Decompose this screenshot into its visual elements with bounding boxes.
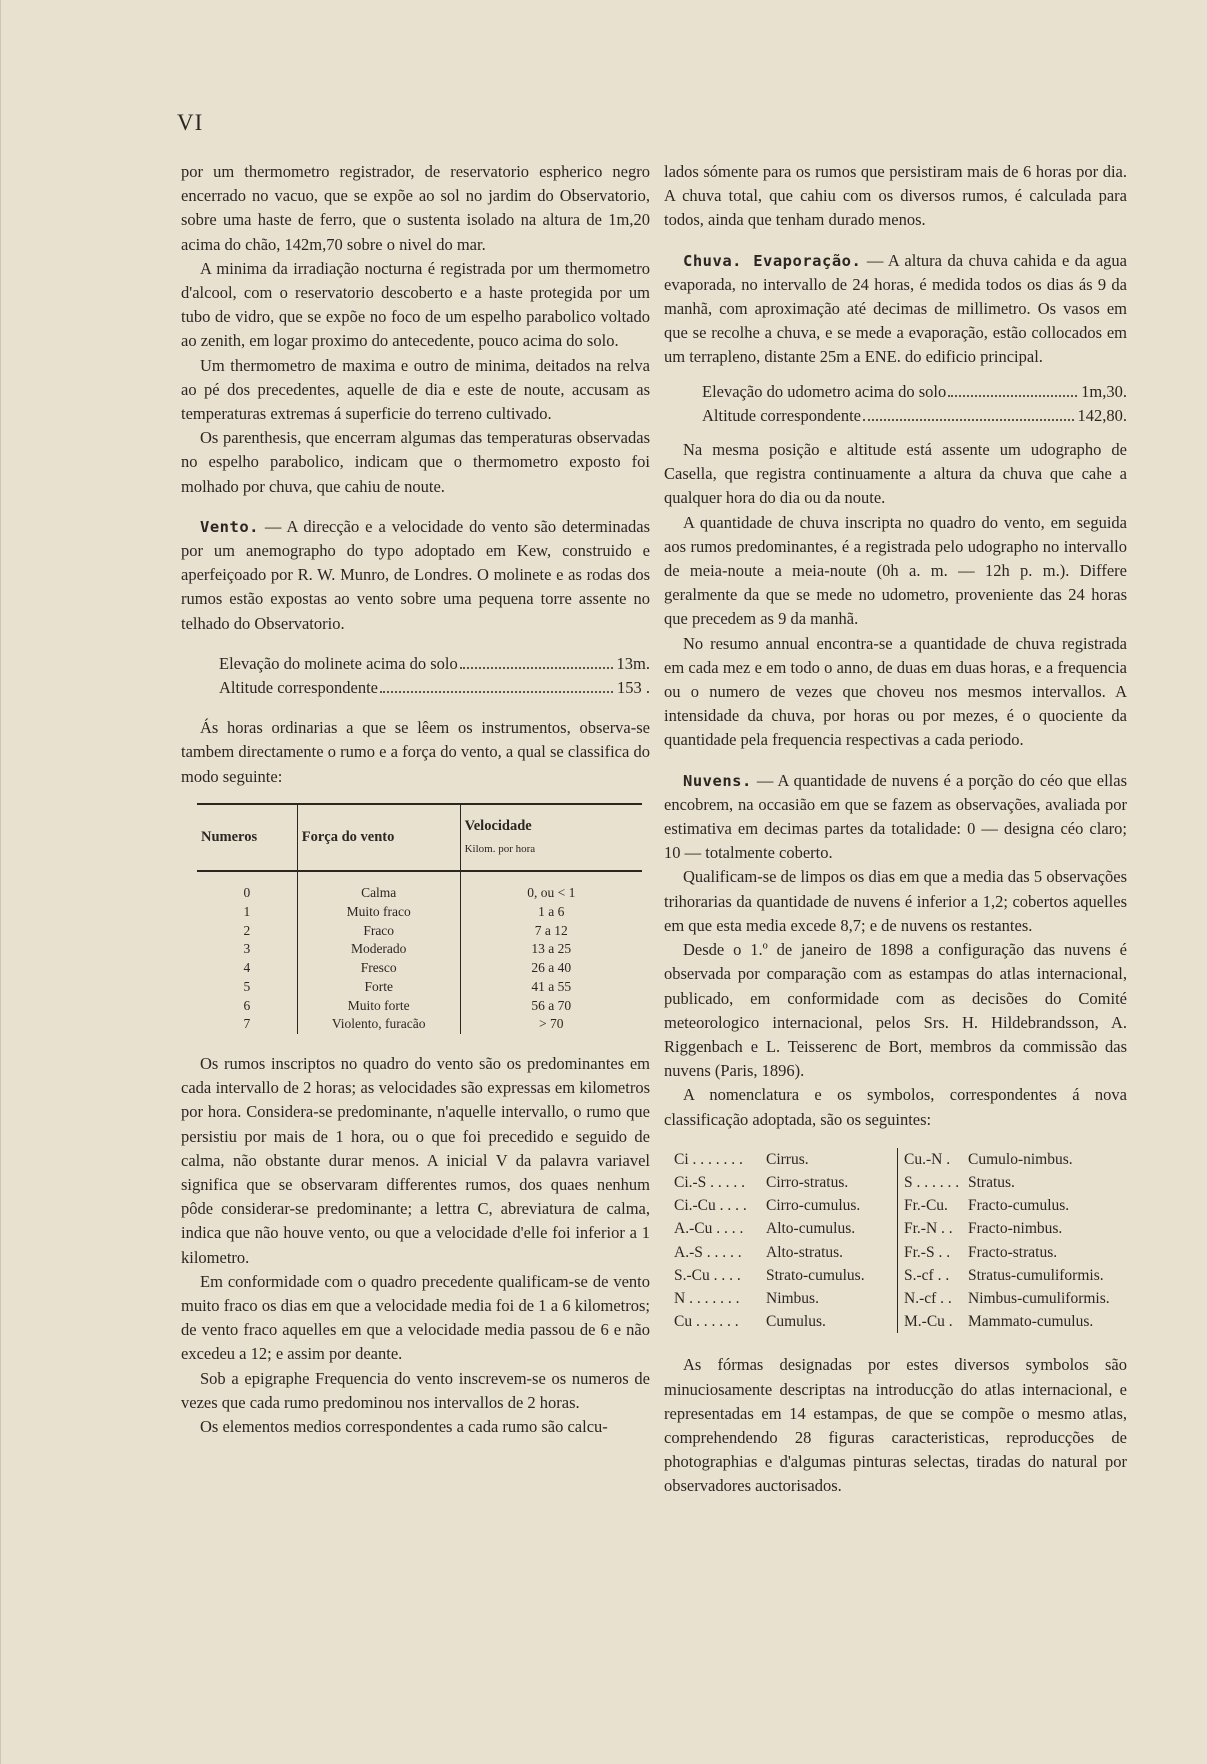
list-item: [674, 1310, 897, 1333]
cloud-symbol: N . . . . . . .: [674, 1289, 740, 1307]
cloud-name: Stratus-cumuliformis.: [968, 1266, 1104, 1284]
measurement-label: Altitude correspondente: [702, 405, 861, 425]
measurement-line: [702, 404, 1127, 428]
cloud-symbols-left: [674, 1148, 897, 1334]
list-item: [674, 1217, 897, 1240]
section-vento: [181, 515, 650, 636]
cloud-symbol: Ci . . . . . . .: [674, 1150, 743, 1168]
cell-forca: Fresco: [297, 959, 460, 978]
cloud-symbols-table: [674, 1148, 1127, 1334]
paragraph: Os rumos inscriptos no quadro do vento são os predominantes em cada intervallo de 2 horas; as velocidades são expressas em kilometros por hora. Considera-se predominante, n'aquelle intervallo, o rumo que persistiu por mais de 1 hora, ou o que foi precedido e seguido de calma, não obstante durar menos. A inicial V da palavra variavel significa que se observaram differentes rumos, dos quaes nenhum pôde considerar-se predominante; a lettra C, abreviatura de calma, indica que não houve vento, ou que a velocidade d'elle foi inferior a 1 kilometro.: [181, 1053, 650, 1267]
table-header-row: [197, 804, 642, 871]
measurement-label: Elevação do molinete acima do solo: [219, 653, 458, 673]
list-item: [904, 1194, 1127, 1217]
cloud-symbol: A.-S . . . . .: [674, 1243, 742, 1261]
list-item: [904, 1287, 1127, 1310]
cell-forca: Violento, furacão: [297, 1015, 460, 1034]
list-item: [904, 1264, 1127, 1287]
cloud-symbol: Cu.-N .: [904, 1150, 951, 1168]
paragraph: A quantidade de chuva inscripta no quadro do vento, em seguida aos rumos predominantes, é a registrada pelo udographo no intervallo de meia-noute a meia-noute (0h a. m. — 12h p. m.). Differe geralmente da que se mede no udometro, proveniente das 24 horas que precedem as 9 da manhã.: [664, 512, 1127, 629]
measurement-line: [219, 676, 650, 700]
cell-forca: Muito fraco: [297, 903, 460, 922]
cell-numero: 5: [243, 978, 251, 994]
cell-forca: Moderado: [297, 940, 460, 959]
cell-numero: 3: [243, 941, 251, 957]
measurement-value: 1m,30.: [1081, 381, 1127, 401]
page-number: VI: [177, 110, 204, 135]
cell-velocidade: 26 a 40: [531, 960, 572, 976]
cloud-name: Stratus.: [968, 1173, 1015, 1191]
cloud-symbol: S . . . . . .: [904, 1173, 960, 1191]
cell-forca: Forte: [297, 978, 460, 997]
header-velocidade-unit: Kilom. por hora: [464, 842, 536, 855]
measurement-line: [702, 380, 1127, 404]
paragraph: por um thermometro registrador, de reservatorio espherico negro encerrado no vacuo, que se expõe ao sol no jardim do Observatorio, sobre uma haste de ferro, que o sustenta isolado na altura de 1m,20 acima do chão, 142m,70 sobre o nivel do mar.: [181, 162, 650, 254]
cloud-symbol: Fr.-S . .: [904, 1243, 951, 1261]
paragraph: Um thermometro de maxima e outro de minima, deitados na relva ao pé dos precedentes, aquelle de dia e este de noute, accusam as temperaturas extremas á superficie do terreno cultivado.: [181, 355, 650, 424]
cloud-name: Cirro-cumulus.: [766, 1197, 861, 1215]
list-item: [674, 1241, 897, 1264]
cell-numero: 7: [243, 1016, 251, 1032]
column-header-velocidade: [460, 804, 642, 871]
cell-velocidade: > 70: [539, 1016, 564, 1032]
section-text: — A quantidade de nuvens é a porção do céo que ellas encobrem, na occasião em que se fazem as observações, avaliada por estimativa em decimas partes da totalidade: 0 — designa céo claro; 10 — totalmente coberto.: [664, 770, 1127, 863]
right-column: [664, 160, 1127, 1499]
paragraph: Os elementos medios correspondentes a cada rumo são calcu-: [200, 1416, 608, 1436]
cloud-symbol: S.-Cu . . . .: [674, 1266, 741, 1284]
paragraph: lados sómente para os rumos que persistiram mais de 6 horas por dia. A chuva total, que cahiu com os diversos rumos, é calculada para todos, ainda que tenham durado menos.: [664, 162, 1127, 230]
section-heading: Vento.: [200, 517, 259, 536]
cloud-symbol: S.-cf . .: [904, 1266, 950, 1284]
cloud-name: Cumulus.: [766, 1313, 826, 1331]
leader-dots: [380, 691, 613, 693]
left-column: [181, 160, 650, 1439]
paragraph: Ás horas ordinarias a que se lêem os instrumentos, observa-se tambem directamente o rumo e a força do vento, a qual se classifica do modo seguinte:: [181, 718, 650, 786]
paragraph: No resumo annual encontra-se a quantidade de chuva registrada em cada mez e em todo o anno, de duas em duas horas, e a frequencia ou o numero de vezes que choveu nos mesmos intervallos. A intensidade da chuva, por horas ou por mezes, é o quociente da quantidade pela frequencia respectivas a cada periodo.: [664, 633, 1127, 750]
leader-dots: [460, 667, 613, 669]
measurement-line: [219, 652, 650, 676]
paragraph: Os parenthesis, que encerram algumas das temperaturas observadas no espelho parabolico, indicam que o thermometro exposto foi molhado por chuva, que cahiu de noute.: [181, 428, 650, 496]
section-heading: Nuvens.: [683, 771, 752, 790]
section-chuva: [664, 249, 1127, 370]
cell-forca: Fraco: [297, 922, 460, 941]
list-item: [674, 1194, 897, 1217]
cell-velocidade: 0, ou < 1: [527, 885, 576, 901]
cell-forca: Muito forte: [297, 997, 460, 1016]
cloud-symbol: M.-Cu .: [904, 1313, 953, 1331]
section-heading: Chuva. Evaporação.: [683, 251, 862, 270]
list-item: [674, 1264, 897, 1287]
measurement-label: Altitude correspondente: [219, 678, 378, 698]
cell-numero: 2: [243, 922, 251, 938]
cloud-symbol: N.-cf . .: [904, 1289, 952, 1307]
cloud-name: Nimbus-cumuliformis.: [968, 1289, 1110, 1307]
cell-velocidade: 13 a 25: [531, 941, 572, 957]
section-text: — A direcção e a velocidade do vento são determinadas por um anemographo do typo adoptado em Kew, construido e aperfeiçoado por R. W. Munro, de Londres. O molinete e as rodas dos rumos estão expostas ao vento sobre uma pequena torre assente no telhado do Observatorio.: [181, 516, 650, 633]
measurement-value: 13m.: [616, 653, 650, 673]
cell-velocidade: 56 a 70: [531, 997, 572, 1013]
wind-force-table: [197, 803, 642, 1034]
list-item: [904, 1310, 1127, 1333]
cell-velocidade: 41 a 55: [531, 978, 572, 994]
cell-forca: Calma: [297, 871, 460, 903]
column-header-numeros: Numeros: [201, 829, 258, 846]
table-row: [197, 1015, 642, 1034]
list-item: [904, 1171, 1127, 1194]
cloud-name: Cumulo-nimbus.: [968, 1150, 1073, 1168]
list-item: [904, 1241, 1127, 1264]
cell-velocidade: 7 a 12: [534, 922, 568, 938]
header-velocidade-label: Velocidade: [464, 817, 532, 834]
cloud-name: Cirro-stratus.: [766, 1173, 849, 1191]
cloud-name: Fracto-nimbus.: [968, 1220, 1063, 1238]
cloud-symbols-right: [897, 1148, 1127, 1334]
cloud-name: Cirrus.: [766, 1150, 809, 1168]
table-row: [197, 997, 642, 1016]
cloud-symbol: Ci.-S . . . . .: [674, 1173, 746, 1191]
measurement-value: 142,80.: [1077, 405, 1127, 425]
table-row: [197, 940, 642, 959]
cloud-name: Alto-cumulus.: [766, 1220, 856, 1238]
cloud-name: Alto-stratus.: [766, 1243, 844, 1261]
cell-numero: 4: [243, 960, 251, 976]
list-item: [674, 1287, 897, 1310]
section-nuvens: [664, 769, 1127, 866]
leader-dots: [948, 395, 1077, 397]
cloud-symbol: A.-Cu . . . .: [674, 1220, 744, 1238]
paragraph: Qualificam-se de limpos os dias em que a media das 5 observações trihorarias da quantidade de nuvens é inferior a 1,2; cobertos aquelles em que esta media excede 8,7; e de nuvens os restantes.: [664, 867, 1127, 935]
measurement-label: Elevação do udometro acima do solo: [702, 381, 947, 401]
list-item: [674, 1171, 897, 1194]
cell-velocidade: 1 a 6: [538, 903, 565, 919]
paragraph: A minima da irradiação nocturna é registrada por um thermometro d'alcool, com o reservatorio descoberto e a haste protegida por um tubo de vidro, que se expõe no foco de um espelho parabolico voltado ao zenith, em logar proximo do antecedente, pouco acima do solo.: [181, 258, 650, 351]
section-text: — A altura da chuva cahida e da agua evaporada, no intervallo de 24 horas, é medida todos os dias ás 9 da manhã, com aproximação até decimas de millimetro. Os vasos em que se recolhe a chuva, e se mede a evaporação, estão collocados em um terrapleno, distante 25m a ENE. do edificio principal.: [664, 250, 1127, 367]
table-row: [197, 903, 642, 922]
list-item: [904, 1217, 1127, 1240]
cloud-name: Mammato-cumulus.: [968, 1313, 1094, 1331]
cell-numero: 1: [243, 903, 251, 919]
cloud-name: Fracto-stratus.: [968, 1243, 1058, 1261]
cloud-symbol: Fr.-N . .: [904, 1220, 953, 1238]
list-item: [674, 1148, 897, 1171]
measurement-value: 153 .: [617, 678, 650, 698]
paragraph: Sob a epigraphe Frequencia do vento inscrevem-se os numeros de vezes que cada rumo predominou nos intervallos de 2 horas.: [181, 1368, 650, 1412]
paragraph: A nomenclatura e os symbolos, correspondentes á nova classificação adoptada, são os seguintes:: [664, 1085, 1127, 1129]
column-header-forca: Força do vento: [297, 804, 460, 871]
paragraph: As fórmas designadas por estes diversos symbolos são minuciosamente descriptas na introducção do atlas internacional, e representadas em 14 estampas, de que se compõe o mesmo atlas, comprehendendo 28 figuras caracteristicas, reproducções de photographias e d'algumas pinturas selectas, tiradas do natural por observadores auctorisados.: [664, 1355, 1127, 1496]
table-row: [197, 978, 642, 997]
paragraph: Na mesma posição e altitude está assente um udographo de Casella, que registra continuamente a altura da chuva que cahe a qualquer hora do dia ou da noute.: [664, 440, 1127, 508]
cloud-name: Strato-cumulus.: [766, 1266, 865, 1284]
cloud-name: Nimbus.: [766, 1289, 819, 1307]
cloud-symbol: Ci.-Cu . . . .: [674, 1197, 747, 1215]
cell-numero: 6: [243, 997, 251, 1013]
paragraph: Em conformidade com o quadro precedente qualificam-se de vento muito fraco os dias em que a velocidade media foi de 1 a 6 kilometros; de vento fraco aquelles em que a velocidade media passou de 6 e não excedeu a 12; e assim por deante.: [181, 1271, 650, 1364]
table-row: [197, 959, 642, 978]
table-row: [197, 922, 642, 941]
cell-numero: 0: [243, 885, 251, 901]
table-row: [197, 871, 642, 903]
cloud-symbol: Cu . . . . . .: [674, 1313, 739, 1331]
leader-dots: [863, 419, 1074, 421]
list-item: [904, 1148, 1127, 1171]
cloud-symbol: Fr.-Cu.: [904, 1197, 948, 1215]
cloud-name: Fracto-cumulus.: [968, 1197, 1070, 1215]
paragraph: Desde o 1.º de janeiro de 1898 a configuração das nuvens é observada por comparação com as estampas do atlas internacional, publicado, em conformidade com as decisões do Comité meteorologico internacional, pelos Srs. H. Hildebrandsson, A. Riggenbach e L. Teisserenc de Bort, membros da commissão das nuvens (Paris, 1896).: [664, 940, 1127, 1081]
